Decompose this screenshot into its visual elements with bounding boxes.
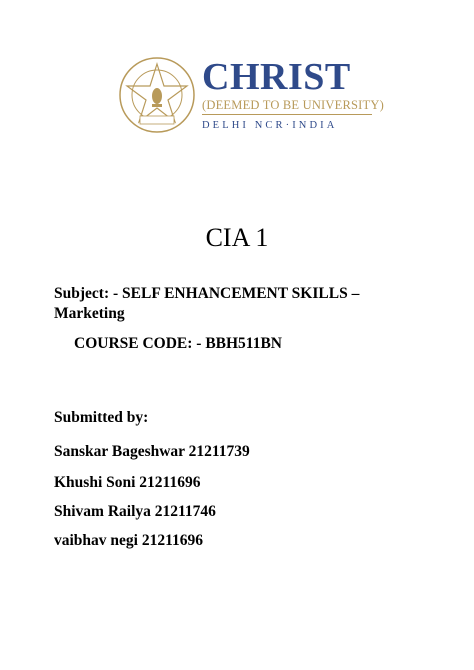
- student-entry: vaibhav negi 21211696: [54, 532, 203, 549]
- brand-block: [202, 58, 382, 131]
- student-entry: Shivam Railya 21211746: [54, 503, 216, 520]
- course-code-line: COURSE CODE: - BBH511BN: [74, 335, 282, 352]
- student-entry: Sanskar Bageshwar 21211739: [54, 443, 250, 460]
- document-title: CIA 1: [205, 223, 269, 252]
- university-location: DELHI NCR·INDIA: [202, 120, 338, 131]
- submitted-by-label: Submitted by:: [54, 409, 149, 426]
- university-name: CHRIST: [202, 56, 351, 98]
- student-entry: Khushi Soni 21211696: [54, 474, 201, 491]
- subject-line: Subject: - SELF ENHANCEMENT SKILLS – Marketing: [54, 285, 360, 322]
- university-seal-icon: [118, 56, 196, 134]
- university-subtitle: (DEEMED TO BE UNIVERSITY): [202, 98, 384, 112]
- university-logo: [118, 52, 384, 142]
- brand-divider: [202, 114, 372, 115]
